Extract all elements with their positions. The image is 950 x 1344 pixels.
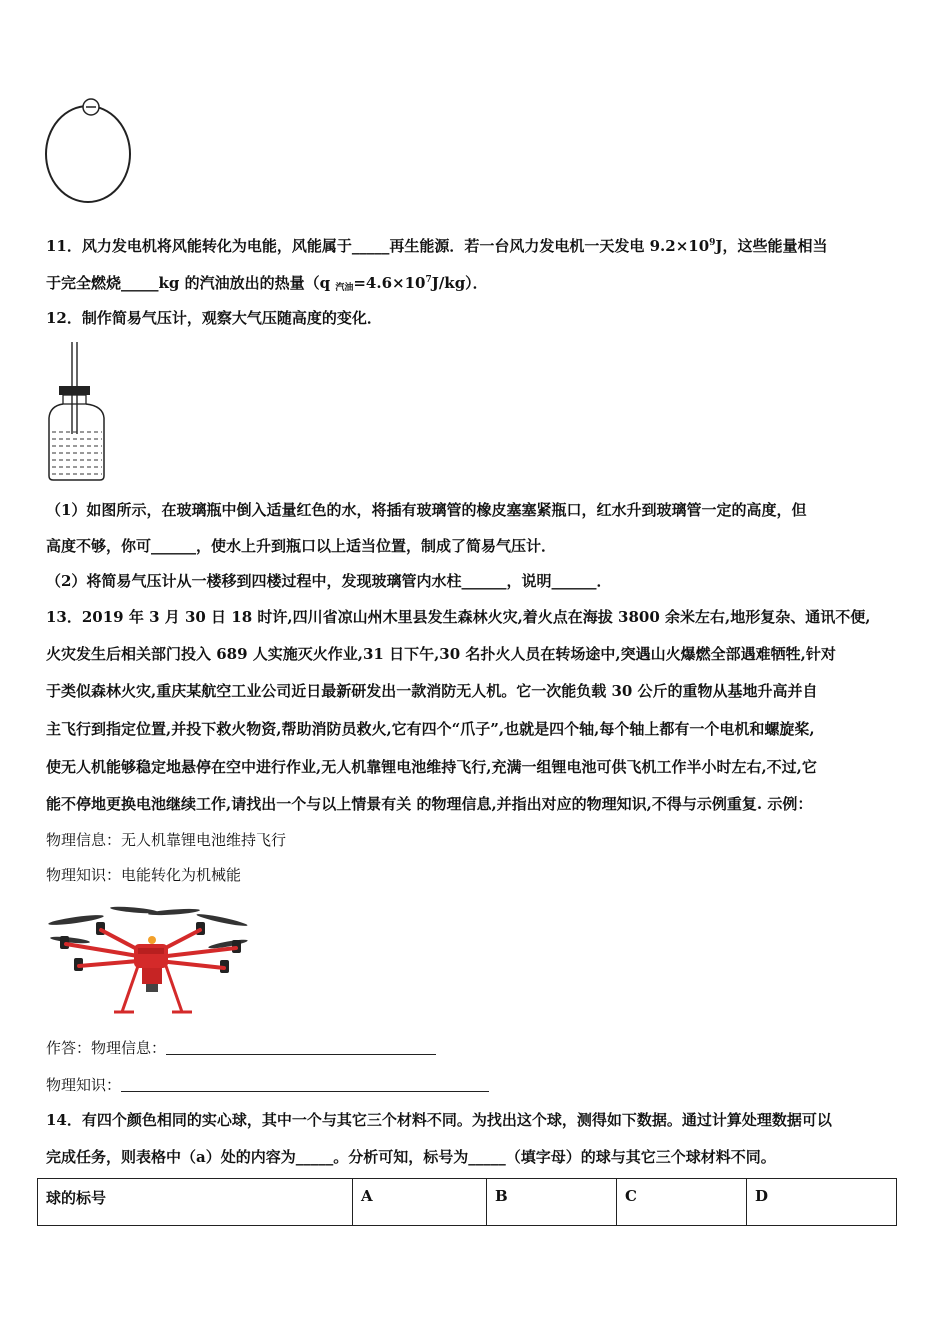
q13-answer-knowledge: 物理知识： [46, 1074, 489, 1096]
barometer-bottle-figure [46, 342, 108, 482]
q14-line2: 完成任务，则表格中（a）处的内容为_____。分析可知，标号为_____（填字母）的球与其它三个球材料不同。 [46, 1148, 776, 1166]
q13-answer-info: 作答：物理信息： [46, 1037, 436, 1059]
q13-line: 火灾发生后相关部门投入 689 人实施灭火作业,31 日下午,30 名扑火人员在转场途中,突遇山火爆燃全部遇难牺牲,针对 [46, 645, 836, 663]
q13-example-knowledge: 物理知识：电能转化为机械能 [46, 866, 242, 884]
table-header-cell: B [487, 1179, 617, 1226]
q13-line: 能不停地更换电池继续工作,请找出一个与以上情景有关 的物理信息,并指出对应的物理知识,不得与示例重复. 示例： [46, 795, 813, 813]
q14-line1: 14．有四个颜色相同的实心球，其中一个与其它三个材料不同。为找出这个球，测得如下数据。通过计算处理数据可以 [46, 1111, 832, 1129]
q13-line: 使无人机能够稳定地悬停在空中进行作业,无人机靠锂电池维持飞行,充满一组锂电池可供飞机工作半小时左右,不过,它 [46, 758, 817, 776]
q12-part1-line2: 高度不够，你可______，使水上升到瓶口以上适当位置，制成了简易气压计． [46, 537, 557, 555]
q13-line: 13．2019 年 3 月 30 日 18 时许,四川省凉山州木里县发生森林火灾,着火点在海拔 3800 余米左右,地形复杂、通讯不便, [46, 608, 871, 626]
table-header-cell: 球的标号 [38, 1179, 353, 1226]
q12-part2: （2）将简易气压计从一楼移到四楼过程中，发现玻璃管内水柱______，说明______． [46, 572, 612, 590]
q13-example-info: 物理信息：无人机靠锂电池维持飞行 [46, 831, 287, 849]
q13-line: 主飞行到指定位置,并投下救火物资,帮助消防员救火,它有四个“爪子”,也就是四个轴,每个轴上都有一个电机和螺旋桨, [46, 720, 815, 738]
q11-line1: 11．风力发电机将风能转化为电能，风能属于_____再生能源．若一台风力发电机一天发电 $9.2\times 10^9J$，这些能量相当 [46, 237, 828, 255]
q13-line: 于类似森林火灾,重庆某航空工业公司近日最新研发出一款消防无人机。它一次能负载 30 公斤的重物从基地升高并自 [46, 682, 818, 700]
ball-data-table [37, 1178, 897, 1226]
table-row [38, 1179, 897, 1226]
q12-part1-line1: （1）如图所示，在玻璃瓶中倒入适量红色的水，将插有玻璃管的橡皮塞塞紧瓶口，红水升到玻璃管一定的高度，但 [46, 501, 807, 519]
drone-figure [46, 900, 254, 1020]
loop-figure [40, 96, 140, 208]
answer-knowledge-blank[interactable] [121, 1075, 489, 1092]
table-header-cell: C [617, 1179, 747, 1226]
table-header-cell: A [353, 1179, 487, 1226]
answer-info-blank[interactable] [166, 1038, 436, 1055]
table-header-cell: D [747, 1179, 897, 1226]
q11-line2: 于完全燃烧_____kg 的汽油放出的热量（q 汽油$=4.6\times 10^7J/kg$）． [46, 274, 488, 293]
q12-stem: 12．制作简易气压计，观察大气压随高度的变化． [46, 309, 382, 327]
